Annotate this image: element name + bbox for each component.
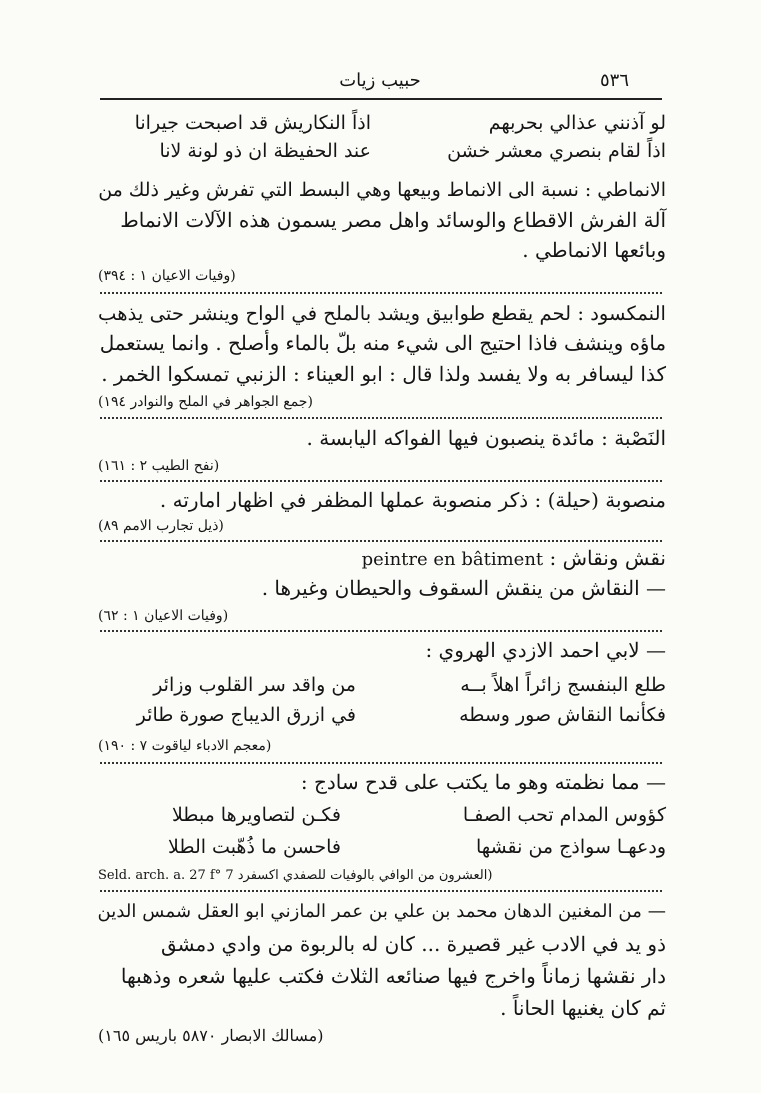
entry-qadah-source: (العشرون من الوافي بالوفيات للصفدي اكسفرد Seld. arch. a. 27 f° 7 — [98, 868, 493, 883]
qadah-verse-1-left: فكـن لتصاويرها مبطلا — [171, 804, 341, 826]
entry-nasba-line-1: النَصْبة : مائدة ينصبون فيها الفواكه اليابسة . — [306, 426, 666, 450]
entry-harawi-intro: — لابي احمد الازدي الهروي : — [425, 638, 666, 662]
harawi-verse-2-right: فكأنما النقاش صور وسطه — [459, 704, 666, 726]
entry-qadah-intro: — مما نظمته وهو ما يكتب على قدح سادج : — [300, 770, 666, 794]
entry-naqsh-heading — [362, 544, 666, 574]
entry-naqsh-latin: peintre en bâtiment — [361, 549, 544, 570]
running-title: حبيب زيات — [339, 70, 421, 91]
entry-mansuba-source: (ذيل تجارب الامم ٨٩) — [98, 518, 224, 534]
dotted-divider — [100, 890, 662, 893]
entry-dahhan-line-3: دار نقشها زماناً واخرج فيها صنائعه الثلاث فكتب عليها شعره وذهبها — [120, 964, 666, 988]
harawi-verse-1-left: من واقد سر القلوب وزائر — [153, 674, 356, 696]
entry-namaksud-line-1: النمكسود : لحم يقطع طوابيق ويشد بالملح في الواح وينشر حتى يذهب — [98, 302, 666, 325]
entry-nasba-source: (نفح الطيب ٢ : ١٦١) — [98, 458, 220, 474]
top-verse-2-right: اذاً لقام بنصري معشر خشن — [447, 140, 666, 162]
top-verse-1-left: اذاً النكاريش قد اصبحت جيرانا — [134, 112, 371, 134]
entry-naqsh-source: (وفيات الاعيان ١ : ٦٢) — [98, 608, 229, 624]
entry-namaksud-line-2: ماؤه وينشف فاذا احتيج الى شيء منه بلّ بالماء وأصلح . وانما يستعمل — [99, 332, 666, 355]
top-verse-1-right: لو آذنني عذالي بحربهم — [488, 112, 666, 134]
page-number: ٥٣٦ — [600, 70, 630, 91]
qadah-verse-2-right: ودعهـا سواذج من نقشها — [476, 836, 666, 858]
dotted-divider — [100, 417, 662, 420]
dotted-divider — [100, 540, 662, 543]
entry-anmati-source: (وفيات الاعيان ١ : ٣٩٤) — [98, 268, 236, 284]
entry-namaksud-line-3: كذا ليسافر به ولا يفسد ولذا قال : ابو العيناء : الزنبي تمسكوا الخمر . — [101, 362, 666, 386]
top-verse-2-left: عند الحفيظة ان ذو لونة لانا — [159, 140, 371, 162]
harawi-verse-2-left: في ازرق الديباج صورة طائر — [136, 704, 356, 726]
entry-naqsh-heading-arabic: نقش ونقاش : — [549, 546, 666, 570]
qadah-verse-1-right: كؤوس المدام تحب الصفـا — [462, 804, 666, 826]
entry-naqsh-line-1: — النقاش من ينقش السقوف والحيطان وغيرها . — [261, 576, 666, 600]
harawi-verse-1-right: طلع البنفسج زائراً اهلاً بــه — [460, 674, 666, 696]
entry-namaksud-source: (جمع الجواهر في الملح والنوادر ١٩٤) — [98, 394, 313, 410]
entry-dahhan-line-4: ثم كان يغنيها الحاناً . — [500, 996, 666, 1020]
header-rule — [100, 98, 662, 100]
entry-mansuba-line-1: منصوبة (حيلة) : ذكر منصوبة عملها المظفر في اظهار امارته . — [159, 488, 666, 512]
dotted-divider — [100, 292, 662, 295]
dotted-divider — [100, 630, 662, 633]
entry-anmati-line-1: الانماطي : نسبة الى الانماط وبيعها وهي البسط التي تفرش وغير ذلك من — [98, 179, 666, 201]
dotted-divider — [100, 480, 662, 483]
entry-dahhan-line-2: ذو يد في الادب غير قصيرة ... كان له بالربوة من وادي دمشق — [160, 932, 666, 956]
qadah-verse-2-left: فاحسن ما ذُهّبت الطلا — [168, 836, 341, 858]
entry-anmati-line-3: وبائعها الانماطي . — [522, 238, 666, 262]
dotted-divider — [100, 762, 662, 765]
entry-harawi-source: (معجم الادباء لياقوت ٧ : ١٩٠) — [98, 738, 272, 754]
entry-anmati-line-2: آلة الفرش الاقطاع والوسائد واهل مصر يسمون هذه الآلات الانماط — [120, 208, 666, 232]
entry-dahhan-line-1: — من المغنين الدهان محمد بن علي بن عمر المازني ابو العقل شمس الدين — [97, 901, 666, 922]
entry-dahhan-source: (مسالك الابصار ٥٨٧٠ باريس ١٦٥) — [98, 1026, 324, 1045]
